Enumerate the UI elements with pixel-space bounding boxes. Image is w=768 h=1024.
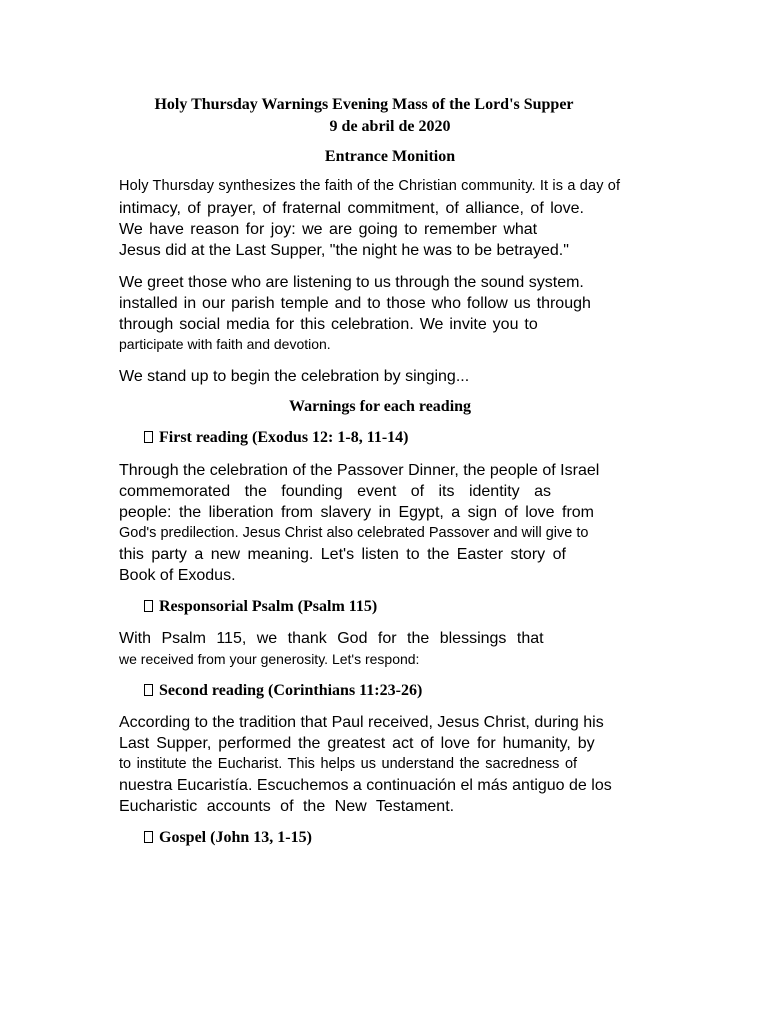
paragraph-line: God's predilection. Jesus Christ also celebrated Passover and will give to xyxy=(119,525,589,541)
paragraph-line: According to the tradition that Paul received, Jesus Christ, during his xyxy=(119,714,604,731)
checkbox-icon xyxy=(144,831,153,843)
paragraph-line: Book of Exodus. xyxy=(119,567,236,584)
paragraph-line: Eucharistic accounts of the New Testament. xyxy=(119,798,455,815)
entrance-heading: Entrance Monition xyxy=(324,148,456,165)
paragraph-line: this party a new meaning. Let's listen to the Easter story of xyxy=(119,546,566,563)
paragraph-line: Jesus did at the Last Supper, "the night he was to be betrayed." xyxy=(119,242,569,259)
paragraph-line: We greet those who are listening to us through the sound system. xyxy=(119,274,584,291)
reading-heading-label: Responsorial Psalm (Psalm 115) xyxy=(159,598,378,615)
paragraph-line: We have reason for joy: we are going to remember what xyxy=(119,221,538,238)
reading-heading-label: Second reading (Corinthians 11:23-26) xyxy=(159,682,423,699)
document-date: 9 de abril de 2020 xyxy=(329,118,451,135)
reading-heading-label: First reading (Exodus 12: 1-8, 11-14) xyxy=(159,429,409,446)
reading-heading-label: Gospel (John 13, 1-15) xyxy=(159,829,312,846)
reading-heading-first xyxy=(144,428,408,448)
checkbox-icon xyxy=(144,684,153,696)
paragraph-line: nuestra Eucaristía. Escuchemos a continuación el más antiguo de los xyxy=(119,777,612,794)
paragraph-line: to institute the Eucharist. This helps us understand the sacredness of xyxy=(119,756,578,772)
paragraph-line: Through the celebration of the Passover Dinner, the people of Israel xyxy=(119,462,600,479)
checkbox-icon xyxy=(144,600,153,612)
paragraph-line: We stand up to begin the celebration by singing... xyxy=(119,368,470,385)
paragraph-line: installed in our parish temple and to those who follow us through xyxy=(119,295,591,312)
paragraph-line: we received from your generosity. Let's respond: xyxy=(119,651,420,667)
reading-heading-psalm xyxy=(144,597,377,617)
paragraph-line: Last Supper, performed the greatest act of love for humanity, by xyxy=(119,735,595,752)
paragraph-line: Holy Thursday synthesizes the faith of the Christian community. It is a day of xyxy=(119,178,621,194)
checkbox-icon xyxy=(144,431,153,443)
warnings-heading: Warnings for each reading xyxy=(288,398,472,415)
paragraph-line: intimacy, of prayer, of fraternal commitment, of alliance, of love. xyxy=(119,200,584,217)
paragraph-line: participate with faith and devotion. xyxy=(119,336,331,352)
reading-heading-gospel xyxy=(144,828,312,848)
paragraph-line: With Psalm 115, we thank God for the blessings that xyxy=(119,630,544,647)
paragraph-line: through social media for this celebration. We invite you to xyxy=(119,316,538,333)
paragraph-line: people: the liberation from slavery in Egypt, a sign of love from xyxy=(119,504,594,521)
reading-heading-second xyxy=(144,681,422,701)
document-title: Holy Thursday Warnings Evening Mass of the Lord's Supper xyxy=(154,96,574,113)
paragraph-line: commemorated the founding event of its identity as xyxy=(119,483,551,500)
